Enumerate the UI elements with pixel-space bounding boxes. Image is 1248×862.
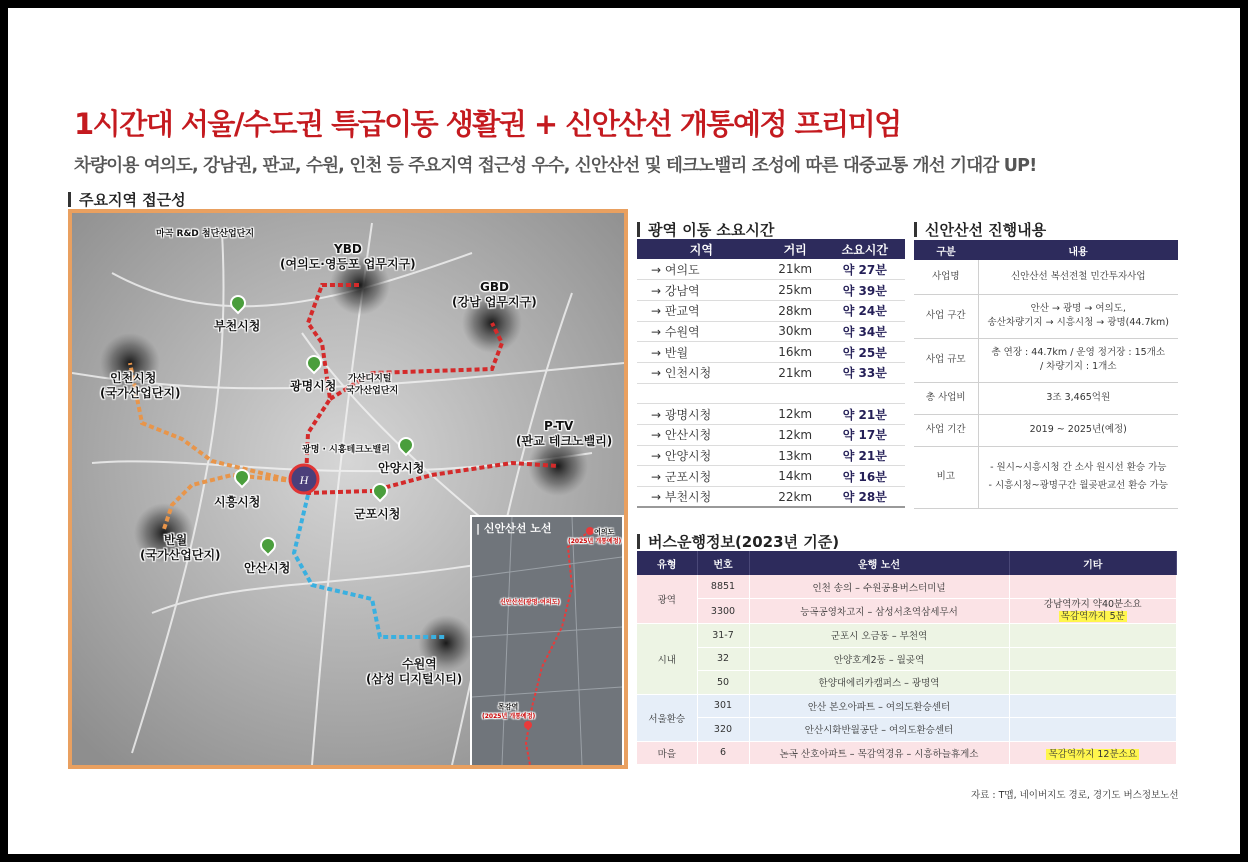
cell-bus-etc	[1009, 599, 1177, 624]
table-row	[914, 446, 1178, 508]
cell-content	[978, 414, 1178, 446]
cell-time: 약 28분	[825, 487, 905, 508]
map-section-title-text: 주요지역 접근성	[79, 191, 186, 209]
cell-content	[978, 294, 1178, 338]
page	[8, 8, 1240, 854]
content-line: 2019 ~ 2025년(예정)	[1029, 424, 1127, 435]
table-header-row	[914, 240, 1178, 260]
gunpo-label: 군포시청	[354, 507, 401, 521]
content-line: - 원시~시흥시청 간 소사 원시선 환승 가능	[990, 462, 1167, 473]
table-row	[637, 259, 905, 280]
siheung-label: 시흥시청	[214, 495, 261, 509]
table-row	[637, 321, 905, 342]
cell-bus-etc	[1009, 671, 1177, 695]
progress-table-body	[914, 260, 1178, 508]
content-line: 송산차량기지 → 시흥시청 → 광명(44.7km)	[987, 317, 1169, 328]
cell-bus-route: 인천 송의 – 수원공용버스터미널	[749, 575, 1009, 599]
banwol-sub-label: (국가산업단지)	[140, 548, 221, 562]
cell-destination: → 여의도	[637, 259, 766, 280]
gasan-label: 가산디지털	[348, 374, 392, 384]
cell-bus-number: 6	[697, 741, 749, 765]
cell-destination: → 군포시청	[637, 466, 766, 487]
cell-distance: 12km	[766, 425, 825, 446]
ybd-sub-label: (여의도·영등포 업무지구)	[280, 257, 416, 271]
gbd-sub-label: (강남 업무지구)	[452, 295, 537, 309]
cell-time: 약 39분	[825, 280, 905, 301]
cell-distance: 14km	[766, 466, 825, 487]
cell-destination: → 안산시청	[637, 425, 766, 446]
table-header-row	[637, 551, 1177, 575]
cell-destination: → 수원역	[637, 321, 766, 342]
content-line: 총 연장 : 44.7km / 운영 정거장 : 15개소	[991, 347, 1166, 358]
cell-bus-type: 시내	[637, 624, 697, 695]
bus-section-title	[637, 531, 839, 552]
ptv-label: P-TV	[544, 419, 574, 433]
cell-time: 약 16분	[825, 466, 905, 487]
gbd-label: GBD	[480, 280, 509, 294]
cell-bus-etc	[1009, 694, 1177, 718]
table-header-row	[637, 239, 905, 259]
cell-bus-etc	[1009, 741, 1177, 765]
map-section-title	[68, 189, 186, 210]
cell-bus-etc	[1009, 718, 1177, 742]
cell-time: 약 25분	[825, 342, 905, 363]
cell-destination: → 부천시청	[637, 487, 766, 508]
cell-destination: → 판교역	[637, 300, 766, 321]
bus-section-title-text: 버스운행정보(2023년 기준)	[648, 533, 840, 551]
cell-bus-number: 31-7	[697, 624, 749, 648]
col-header-type: 유형	[637, 551, 697, 575]
table-row	[637, 466, 905, 487]
cell-category: 총 사업비	[914, 382, 978, 414]
table-row	[637, 624, 1177, 648]
etc-highlight: 목감역까지 5분	[1060, 611, 1125, 622]
page-subtitle: 차량이용 여의도, 강남권, 판교, 수원, 인천 등 주요지역 접근성 우수, 신안산선 및 테크노밸리 조성에 따른 대중교통 개선 기대감 UP!	[74, 156, 1037, 176]
ansan-label: 안산시청	[244, 561, 291, 575]
cell-category: 사업 구간	[914, 294, 978, 338]
travel-section-title-text: 광역 이동 소요시간	[648, 221, 775, 239]
table-row	[637, 671, 1177, 695]
cell-destination: → 강남역	[637, 280, 766, 301]
inset-mokgam-sub: (2025년 개통예정)	[482, 713, 536, 720]
cell-category: 사업 규모	[914, 338, 978, 382]
suwon-label: 수원역	[402, 657, 437, 671]
cell-bus-route: 한양대에리카캠퍼스 – 광명역	[749, 671, 1009, 695]
access-map	[68, 209, 628, 769]
magok-label: 마곡 R&D 첨단산업단지	[156, 229, 255, 239]
anyang-label: 안양시청	[378, 461, 425, 475]
cell-bus-number: 301	[697, 694, 749, 718]
cell-bus-etc	[1009, 624, 1177, 648]
cell-distance: 28km	[766, 300, 825, 321]
cell-distance: 21km	[766, 362, 825, 383]
cell-distance: 30km	[766, 321, 825, 342]
cell-category: 사업 기간	[914, 414, 978, 446]
cell-distance: 13km	[766, 445, 825, 466]
ybd-label: YBD	[334, 242, 362, 256]
cell-bus-route: 안양호계2동 – 월곶역	[749, 647, 1009, 671]
cell-distance: 21km	[766, 259, 825, 280]
inset-mokgam-label: 목감역	[498, 703, 519, 711]
cell-destination: → 안양시청	[637, 445, 766, 466]
table-row	[637, 575, 1177, 599]
shinansan-line-inset	[470, 515, 624, 767]
cell-time: 약 34분	[825, 321, 905, 342]
table-row	[914, 382, 1178, 414]
cell-category: 사업명	[914, 260, 978, 294]
travel-table-body	[637, 259, 905, 507]
cell-distance: 16km	[766, 342, 825, 363]
inset-title-text: 신안산선 노선	[483, 522, 552, 535]
etc-highlight: 목감역까지 12분소요	[1048, 748, 1138, 760]
incheon-sub-label: (국가산업단지)	[100, 386, 181, 400]
cell-destination: → 인천시청	[637, 362, 766, 383]
cell-time: 약 24분	[825, 300, 905, 321]
table-row	[637, 599, 1177, 624]
cell-destination: → 광명시청	[637, 404, 766, 425]
cell-time: 약 17분	[825, 425, 905, 446]
techno-valley-label: 광명 · 시흥테크노밸리	[302, 445, 390, 455]
table-row	[637, 694, 1177, 718]
table-row	[637, 362, 905, 383]
cell-distance: 12km	[766, 404, 825, 425]
inset-yeouido-sub: (2025년 개통예정)	[568, 538, 622, 545]
cell-content	[978, 338, 1178, 382]
cell-bus-route: 능곡공영차고지 – 삼성서초역삼세무서	[749, 599, 1009, 624]
cell-bus-number: 32	[697, 647, 749, 671]
content-line: 3조 3,465억원	[1046, 392, 1111, 403]
cell-bus-type: 마을	[637, 741, 697, 765]
cell-bus-type: 서울환승	[637, 694, 697, 741]
col-header-category: 구분	[914, 240, 978, 260]
col-header-route: 운행 노선	[749, 551, 1009, 575]
cell-bus-number: 50	[697, 671, 749, 695]
inset-mid-label: 신안산선(광명-여의도)	[500, 599, 561, 606]
cell-time: 약 21분	[825, 404, 905, 425]
col-header-content: 내용	[978, 240, 1178, 260]
col-header-time: 소요시간	[825, 239, 905, 259]
progress-section-title-text: 신안산선 진행내용	[925, 221, 1047, 239]
cell-bus-route: 논곡 산호아파트 – 목감역경유 – 시흥하늘휴게소	[749, 741, 1009, 765]
cell-bus-type: 광역	[637, 575, 697, 624]
cell-bus-route: 안산 본오아파트 – 여의도환승센터	[749, 694, 1009, 718]
gasan-sub-label: 국가산업단지	[346, 386, 399, 396]
table-row	[637, 741, 1177, 765]
cell-time: 약 27분	[825, 259, 905, 280]
content-line: 신안산선 복선전철 민간투자사업	[1010, 270, 1146, 282]
section-bar	[68, 192, 71, 207]
cell-category: 비고	[914, 446, 978, 508]
inset-yeouido-label: 여의도	[594, 528, 615, 536]
suwon-sub-label: (삼성 디지털시티)	[366, 672, 463, 686]
table-spacer-row	[637, 383, 905, 404]
cell-time: 약 21분	[825, 445, 905, 466]
ptv-sub-label: (판교 테크노밸리)	[516, 434, 613, 448]
section-bar	[637, 534, 640, 549]
table-row	[637, 280, 905, 301]
table-row	[637, 342, 905, 363]
bus-table	[637, 551, 1177, 765]
table-row	[914, 338, 1178, 382]
table-row	[914, 260, 1178, 294]
cell-bus-number: 320	[697, 718, 749, 742]
page-title: 1시간대 서울/수도권 특급이동 생활권 + 신안산선 개통예정 프리미엄	[74, 107, 901, 141]
cell-bus-route: 군포시 오금동 – 부천역	[749, 624, 1009, 648]
cell-bus-number: 8851	[697, 575, 749, 599]
progress-table	[914, 240, 1178, 509]
inset-title: | 신안산선 노선	[476, 522, 552, 535]
section-bar	[914, 222, 917, 237]
cell-bus-number: 3300	[697, 599, 749, 624]
cell-destination: → 반월	[637, 342, 766, 363]
etc-line: 강남역까지 약40분소요	[1043, 599, 1142, 610]
gwangmyeong-label: 광명시청	[290, 379, 337, 393]
col-header-number: 번호	[697, 551, 749, 575]
bucheon-label: 부천시청	[214, 319, 261, 333]
site-logo-mark: H	[299, 473, 309, 487]
cell-content	[978, 382, 1178, 414]
incheon-label: 인천시청	[110, 371, 157, 385]
bus-table-body	[637, 575, 1177, 765]
content-line: 안산 → 광명 → 여의도,	[1030, 303, 1126, 314]
inset-map-graphic	[472, 517, 622, 765]
cell-bus-route: 안산시화반월공단 – 여의도환승센터	[749, 718, 1009, 742]
table-row	[637, 425, 905, 446]
table-row	[637, 445, 905, 466]
table-row	[637, 487, 905, 508]
col-header-distance: 거리	[766, 239, 825, 259]
table-row	[914, 414, 1178, 446]
cell-time: 약 33분	[825, 362, 905, 383]
col-header-region: 지역	[637, 239, 766, 259]
cell-bus-etc	[1009, 647, 1177, 671]
cell-distance: 22km	[766, 487, 825, 508]
col-header-etc: 기타	[1009, 551, 1177, 575]
progress-section-title	[914, 219, 1046, 240]
spacer-cell	[637, 383, 905, 404]
content-line: - 시흥시청~광명구간 월곶판교선 환승 가능	[988, 480, 1168, 491]
table-row	[914, 294, 1178, 338]
cell-distance: 25km	[766, 280, 825, 301]
cell-content	[978, 446, 1178, 508]
table-row	[637, 300, 905, 321]
travel-section-title	[637, 219, 774, 240]
content-line: / 차량기지 : 1개소	[1039, 361, 1117, 372]
travel-time-table	[637, 239, 905, 508]
cell-content	[978, 260, 1178, 294]
cell-bus-etc	[1009, 575, 1177, 599]
section-bar	[637, 222, 640, 237]
table-row	[637, 404, 905, 425]
table-row	[637, 647, 1177, 671]
source-note: 자료 : T맵, 네이버지도 경로, 경기도 버스정보노선	[971, 790, 1179, 801]
banwol-label: 반월	[164, 533, 188, 547]
table-row	[637, 718, 1177, 742]
